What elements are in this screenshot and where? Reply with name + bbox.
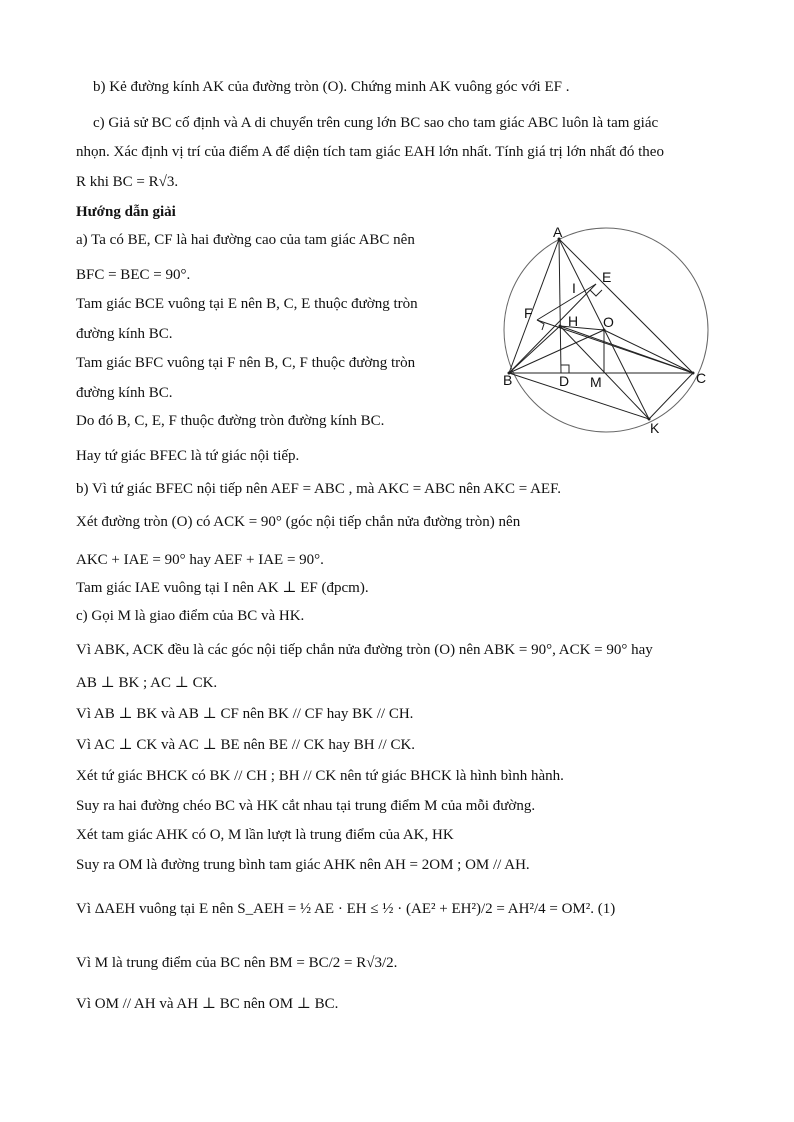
part-c-line10: Vì ΔAEH vuông tại E nên S_AEH = ½ AE · EH ≤ ½ · (AE² + EH²)/2 = AH²/4 = OM². (1) bbox=[76, 901, 616, 917]
label-a: A bbox=[553, 226, 563, 240]
part-a-line6: đường kính BC. bbox=[76, 385, 173, 401]
part-a-line8: Hay tứ giác BFEC là tứ giác nội tiếp. bbox=[76, 448, 300, 464]
problem-c-line3: R khi BC = R√3. bbox=[76, 174, 179, 190]
label-d: D bbox=[559, 373, 570, 389]
part-b-line3: AKC + IAE = 90° hay AEF + IAE = 90°. bbox=[76, 552, 324, 568]
circle-o bbox=[504, 228, 708, 432]
part-c-line8: Xét tam giác AHK có O, M lần lượt là trung điểm của AK, HK bbox=[76, 827, 454, 843]
part-c-line2: Vì ABK, ACK đều là các góc nội tiếp chắn nửa đường tròn (O) nên ABK = 90°, ACK = 90° hay bbox=[76, 642, 653, 658]
label-o: O bbox=[603, 314, 614, 330]
solution-heading: Hướng dẫn giải bbox=[76, 204, 176, 220]
problem-c-line1: c) Giả sử BC cố định và A di chuyển trên cung lớn BC sao cho tam giác ABC luôn là tam giác bbox=[93, 115, 659, 131]
problem-b: b) Kẻ đường kính AK của đường tròn (O). Chứng minh AK vuông góc với EF . bbox=[93, 79, 570, 95]
part-a-line5: Tam giác BFC vuông tại F nên B, C, F thuộc đường tròn bbox=[76, 355, 416, 371]
part-c-line5: Vì AC ⊥ CK và AC ⊥ BE nên BE // CK hay BH // CK. bbox=[76, 737, 416, 753]
right-angle-e bbox=[590, 290, 602, 296]
part-a-line1: a) Ta có BE, CF là hai đường cao của tam giác ABC nên bbox=[76, 232, 415, 248]
label-m: M bbox=[590, 374, 602, 390]
part-c-line7: Suy ra hai đường chéo BC và HK cắt nhau tại trung điểm M của mỗi đường. bbox=[76, 798, 536, 814]
label-h: H bbox=[568, 313, 579, 329]
label-e: E bbox=[602, 269, 612, 285]
label-f: F bbox=[524, 305, 533, 321]
part-c-line1: c) Gọi M là giao điểm của BC và HK. bbox=[76, 608, 305, 624]
problem-c-line2: nhọn. Xác định vị trí của điểm A để diện tích tam giác EAH lớn nhất. Tính giá trị lớn nhất đó theo bbox=[76, 144, 664, 160]
part-c-line11: Vì M là trung điểm của BC nên BM = BC/2 = R√3/2. bbox=[76, 955, 398, 971]
segment-ck bbox=[649, 373, 693, 419]
part-a-line4: đường kính BC. bbox=[76, 326, 173, 342]
part-b-line2: Xét đường tròn (O) có ACK = 90° (góc nội tiếp chắn nửa đường tròn) nên bbox=[76, 514, 521, 530]
label-k: K bbox=[650, 420, 660, 436]
part-c-line4: Vì AB ⊥ BK và AB ⊥ CF nên BK // CF hay BK // CH. bbox=[76, 706, 414, 722]
segment-hc bbox=[560, 326, 693, 373]
part-c-line12: Vì OM // AH và AH ⊥ BC nên OM ⊥ BC. bbox=[76, 996, 339, 1012]
geometry-figure bbox=[500, 226, 730, 441]
label-b: B bbox=[503, 372, 513, 388]
segment-ab bbox=[509, 239, 559, 373]
part-c-line3: AB ⊥ BK ; AC ⊥ CK. bbox=[76, 675, 218, 691]
part-a-line3: Tam giác BCE vuông tại E nên B, C, E thuộc đường tròn bbox=[76, 296, 418, 312]
part-c-line9: Suy ra OM là đường trung bình tam giác AHK nên AH = 2OM ; OM // AH. bbox=[76, 857, 530, 873]
segment-bh bbox=[509, 326, 560, 373]
part-a-line2: BFC = BEC = 90°. bbox=[76, 267, 191, 283]
segment-bo bbox=[509, 330, 604, 373]
part-a-line7: Do đó B, C, E, F thuộc đường tròn đường kính BC. bbox=[76, 413, 385, 429]
part-b-line1: b) Vì tứ giác BFEC nội tiếp nên AEF = ABC , mà AKC = ABC nên AKC = AEF. bbox=[76, 481, 561, 497]
segment-oc bbox=[604, 330, 693, 373]
label-c: C bbox=[696, 370, 707, 386]
right-angle-d bbox=[561, 365, 569, 373]
part-c-line6: Xét tứ giác BHCK có BK // CH ; BH // CK nên tứ giác BHCK là hình bình hành. bbox=[76, 768, 564, 784]
part-b-line4: Tam giác IAE vuông tại I nên AK ⊥ EF (đpcm). bbox=[76, 580, 369, 596]
segment-bk bbox=[509, 373, 649, 419]
label-i: I bbox=[572, 280, 576, 296]
segment-ac bbox=[559, 239, 693, 373]
